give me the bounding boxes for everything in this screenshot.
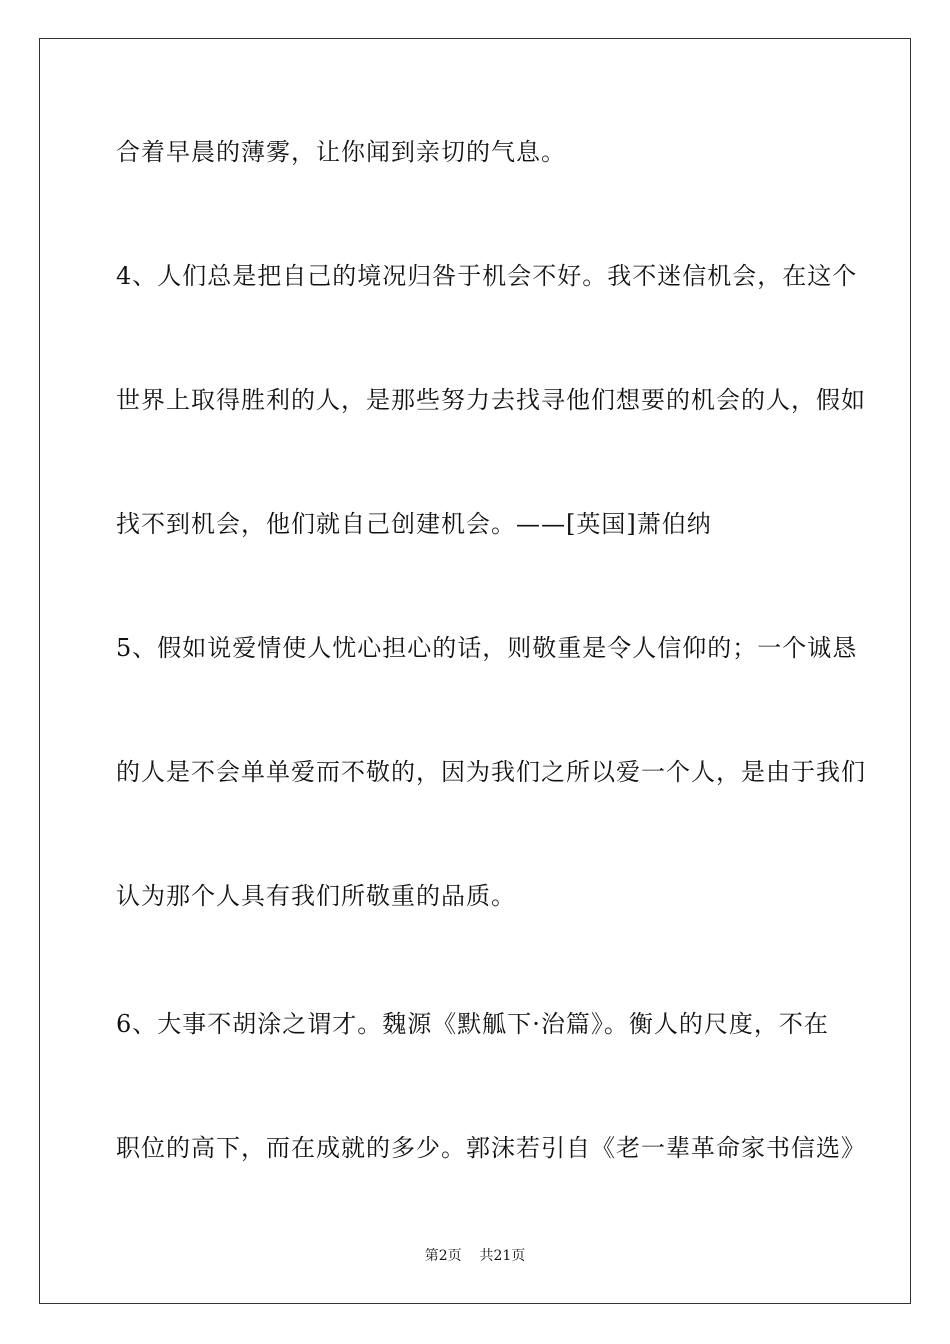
page-frame xyxy=(39,38,911,1304)
text-line: 4、人们总是把自己的境况归咎于机会不好。我不迷信机会，在这个 xyxy=(116,262,858,290)
text-line: 合着早晨的薄雾，让你闻到亲切的气息。 xyxy=(116,138,566,166)
text-line: 找不到机会，他们就自己创建机会。——[英国]萧伯纳 xyxy=(116,510,712,538)
text-line: 认为那个人具有我们所敬重的品质。 xyxy=(116,882,516,910)
page-number: 第2页 xyxy=(424,1248,462,1264)
text-line: 职位的高下，而在成就的多少。郭沫若引自《老一辈革命家书信选》 xyxy=(116,1134,866,1162)
page-footer xyxy=(0,1246,950,1266)
text-line: 世界上取得胜利的人，是那些努力去找寻他们想要的机会的人，假如 xyxy=(116,386,866,414)
text-line: 的人是不会单单爱而不敬的，因为我们之所以爱一个人，是由于我们 xyxy=(116,758,866,786)
text-line: 6、大事不胡涂之谓才。魏源《默觚下·治篇》。衡人的尺度，不在 xyxy=(116,1010,829,1038)
text-line: 5、假如说爱情使人忧心担心的话，则敬重是令人信仰的；一个诚恳 xyxy=(116,634,858,662)
page-total: 共21页 xyxy=(479,1248,526,1264)
